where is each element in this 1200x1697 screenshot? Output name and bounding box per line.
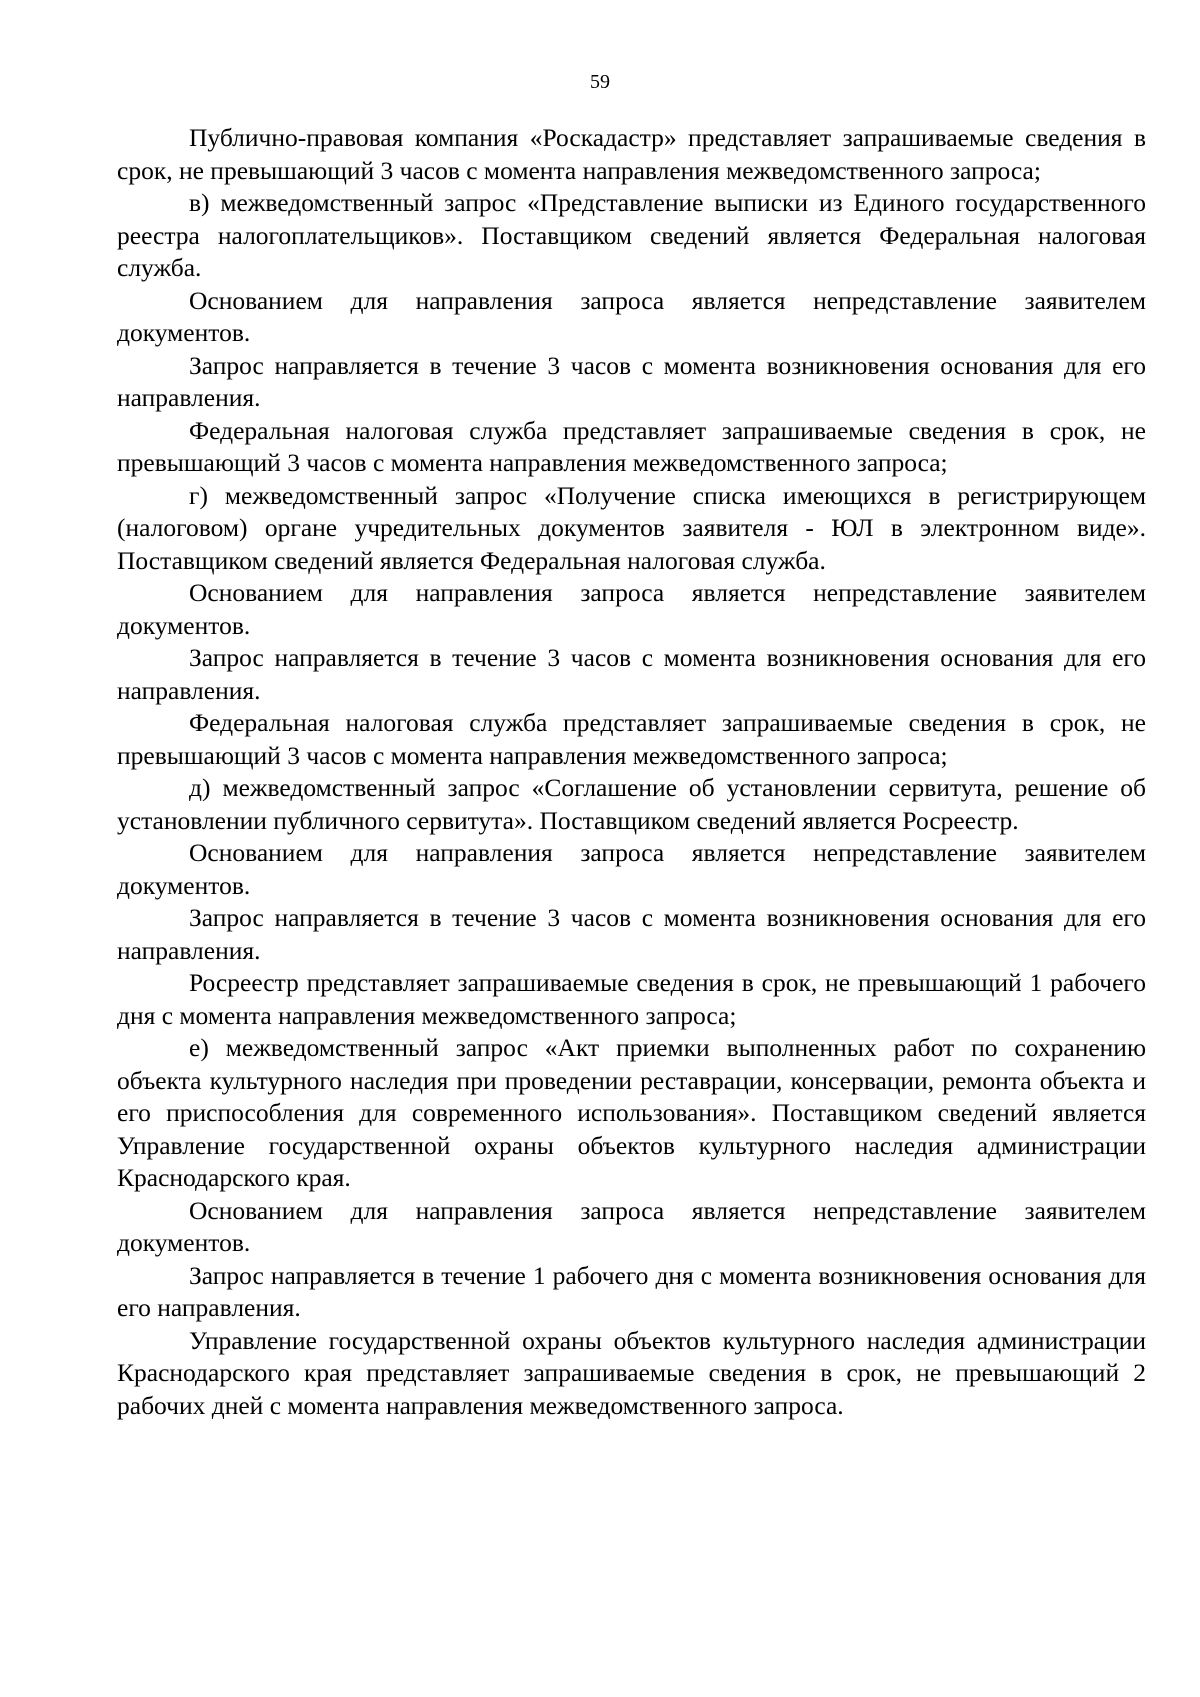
paragraph: Основанием для направления запроса является непредставление заявителем документов. <box>117 578 1146 640</box>
paragraph: Основанием для направления запроса является непредставление заявителем документов. <box>117 838 1146 900</box>
paragraph: Запрос направляется в течение 3 часов с момента возникновения основания для его направления. <box>117 350 1146 412</box>
paragraph: д) межведомственный запрос «Соглашение об установлении сервитута, решение об установлении публичного сервитута». Поставщиком сведений является Росреестр. <box>117 773 1146 835</box>
paragraph: Управление государственной охраны объектов культурного наследия администрации Краснодарского края представляет запрашиваемые сведения в срок, не превышающий 2 рабочих дней с момента направления межведомственного запроса. <box>117 1325 1146 1420</box>
page-number: 59 <box>590 71 610 93</box>
paragraph: Публично-правовая компания «Роскадастр» представляет запрашиваемые сведения в срок, не превышающий 3 часов с момента направления межведомственного запроса; <box>117 123 1146 185</box>
paragraph: е) межведомственный запрос «Акт приемки выполненных работ по сохранению объекта культурного наследия при проведении реставрации, консервации, ремонта объекта и его приспособления для современного использования». Поставщиком сведений является Управление государственной охраны объектов культурного наследия администрации Краснодарского края. <box>117 1033 1146 1192</box>
paragraph: г) межведомственный запрос «Получение списка имеющихся в регистрирующем (налоговом) органе учредительных документов заявителя - ЮЛ в электронном виде». Поставщиком сведений является Федеральная налоговая служба. <box>117 480 1146 575</box>
paragraph: Федеральная налоговая служба представляет запрашиваемые сведения в срок, не превышающий 3 часов с момента направления межведомственного запроса; <box>117 415 1146 477</box>
paragraph: Федеральная налоговая служба представляет запрашиваемые сведения в срок, не превышающий 3 часов с момента направления межведомственного запроса; <box>117 708 1146 770</box>
document-body <box>117 122 1146 1422</box>
paragraph: Запрос направляется в течение 1 рабочего дня с момента возникновения основания для его направления. <box>117 1260 1146 1322</box>
paragraph: Росреестр представляет запрашиваемые сведения в срок, не превышающий 1 рабочего дня с момента направления межведомственного запроса; <box>117 968 1146 1030</box>
paragraph: Основанием для направления запроса является непредставление заявителем документов. <box>117 1195 1146 1257</box>
paragraph: в) межведомственный запрос «Представление выписки из Единого государственного реестра налогоплательщиков». Поставщиком сведений является Федеральная налоговая служба. <box>117 188 1146 282</box>
paragraph: Запрос направляется в течение 3 часов с момента возникновения основания для его направления. <box>117 903 1146 965</box>
paragraph: Основанием для направления запроса является непредставление заявителем документов. <box>117 285 1146 347</box>
paragraph: Запрос направляется в течение 3 часов с момента возникновения основания для его направления. <box>117 643 1146 705</box>
